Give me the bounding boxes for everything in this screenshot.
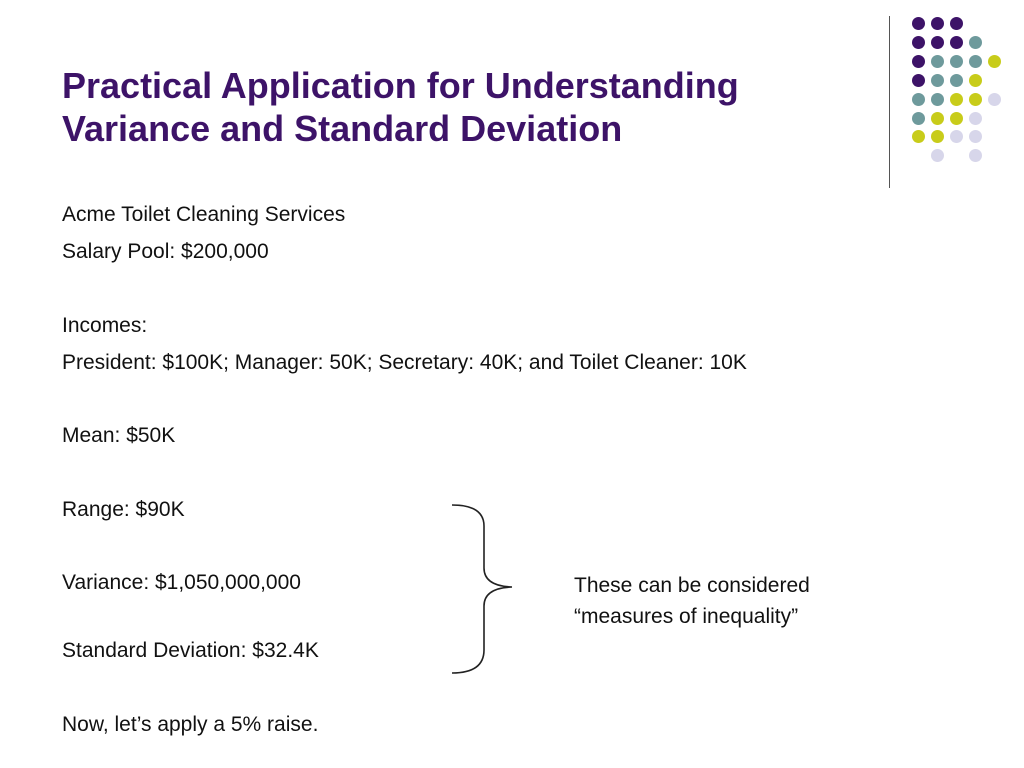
title-divider — [889, 16, 890, 188]
dot — [912, 74, 925, 87]
dot — [912, 17, 925, 30]
dot — [912, 93, 925, 106]
dot — [931, 55, 944, 68]
dot — [969, 93, 982, 106]
dot — [931, 36, 944, 49]
std-dev-value: Standard Deviation: $32.4K — [62, 639, 319, 662]
dot — [969, 55, 982, 68]
dot — [969, 112, 982, 125]
dot — [988, 55, 1001, 68]
inequality-annotation — [574, 570, 810, 632]
variance-value: Variance: $1,050,000,000 — [62, 571, 301, 594]
dot — [969, 36, 982, 49]
dot — [969, 74, 982, 87]
company-name: Acme Toilet Cleaning Services — [62, 203, 346, 226]
dot — [912, 130, 925, 143]
dot — [931, 74, 944, 87]
dot — [969, 130, 982, 143]
dot — [950, 36, 963, 49]
annotation-line-1: These can be considered — [574, 574, 810, 597]
mean-value: Mean: $50K — [62, 424, 176, 447]
curly-brace — [450, 500, 520, 680]
closing-statement: Now, let’s apply a 5% raise. — [62, 713, 319, 736]
dot — [950, 130, 963, 143]
dot — [950, 17, 963, 30]
dot — [931, 130, 944, 143]
dot — [931, 149, 944, 162]
dot — [912, 36, 925, 49]
salary-pool: Salary Pool: $200,000 — [62, 240, 269, 263]
range-value: Range: $90K — [62, 498, 185, 521]
title-line-2: Variance and Standard Deviation — [62, 108, 623, 149]
dot — [969, 149, 982, 162]
dot — [950, 74, 963, 87]
title-line-1: Practical Application for Understanding — [62, 65, 739, 106]
slide-title — [62, 64, 862, 150]
dot — [950, 55, 963, 68]
dot — [931, 112, 944, 125]
dot — [950, 93, 963, 106]
dot — [912, 55, 925, 68]
dot — [912, 112, 925, 125]
incomes-detail: President: $100K; Manager: 50K; Secretary: 40K; and Toilet Cleaner: 10K — [62, 351, 747, 374]
dot — [988, 93, 1001, 106]
dot — [950, 112, 963, 125]
incomes-label: Incomes: — [62, 314, 148, 337]
annotation-line-2: “measures of inequality” — [574, 605, 799, 628]
dot — [931, 17, 944, 30]
dot — [931, 93, 944, 106]
